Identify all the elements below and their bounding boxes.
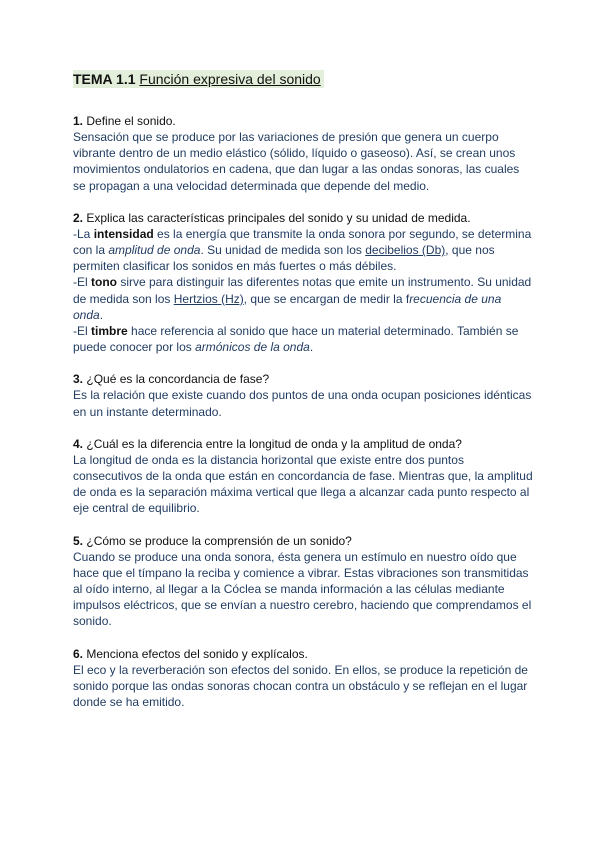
section-2 (73, 210, 533, 356)
answer-3: Es la relación que existe cuando dos puntos de una onda ocupan posiciones idénticas en un instante determinado. (73, 388, 532, 419)
section-3 (73, 371, 533, 419)
section-5 (73, 533, 533, 630)
question-2: 2. Explica las características principales del sonido y su unidad de medida. (73, 210, 471, 225)
answer-2-intensidad: -La intensidad es la energía que transmite la onda sonora por segundo, se determina con la amplitud de onda. Su unidad de medida son los decibelios (Db), que nos permiten clasificar los sonidos en más fuertes o más débiles. (73, 226, 532, 274)
question-6: 6. Menciona efectos del sonido y explícalos. (73, 646, 308, 661)
question-1: 1. Define el sonido. (73, 114, 176, 128)
answer-1: Sensación que se produce por las variaciones de presión que genera un cuerpo vibrante dentro de un medio elástico (sólido, líquido o gaseoso). Así, se crean unos movimientos ondulatorios en cadena, que dan lugar a las ondas sonoras, las cuales se propagan a una velocidad determinada que depende del medio. (73, 130, 520, 193)
question-4: 4. ¿Cuál es la diferencia entre la longitud de onda y la amplitud de onda? (73, 436, 462, 451)
section-1 (73, 113, 533, 194)
section-4 (73, 436, 533, 517)
title-text: Función expresiva del sonido (139, 71, 321, 87)
answer-2-timbre: -El timbre hace referencia al sonido que hace un material determinado. También se puede conocer por los armónicos de la onda. (73, 324, 519, 355)
question-3: 3. ¿Qué es la concordancia de fase? (73, 372, 270, 387)
question-5: 5. ¿Cómo se produce la comprensión de un sonido? (73, 533, 352, 548)
section-6 (73, 646, 533, 711)
answer-4: La longitud de onda es la distancia horizontal que existe entre dos puntos consecutivos de la onda que están en concordancia de fase. Mientras que, la amplitud de onda es la separación máxima vertical que llega a alcanzar cada punto respecto al eje central de equilibrio. (73, 452, 533, 516)
answer-5: Cuando se produce una onda sonora, ésta genera un estímulo en nuestro oído que hace que el tímpano la reciba y comience a vibrar. Estas vibraciones son transmitidas al oído interno, al llegar a la Cóclea se manda información a las células mediante impulsos eléctricos, que se envían a nuestro cerebro, haciendo que comprendamos el sonido. (73, 549, 532, 629)
document-page (73, 70, 533, 726)
title-number: TEMA 1.1 (73, 71, 136, 87)
answer-2-tono: -El tono sirve para distinguir las diferentes notas que emite un instrumento. Su unidad de medida son los Hertzios (Hz), que se encargan de medir la frecuencia de una onda. (73, 275, 532, 322)
page-title (73, 70, 324, 88)
answer-6: El eco y la reverberación son efectos del sonido. En ellos, se produce la repetición de sonido porque las ondas sonoras chocan contra un obstáculo y se reflejan en el lugar donde se ha emitido. (73, 662, 528, 710)
